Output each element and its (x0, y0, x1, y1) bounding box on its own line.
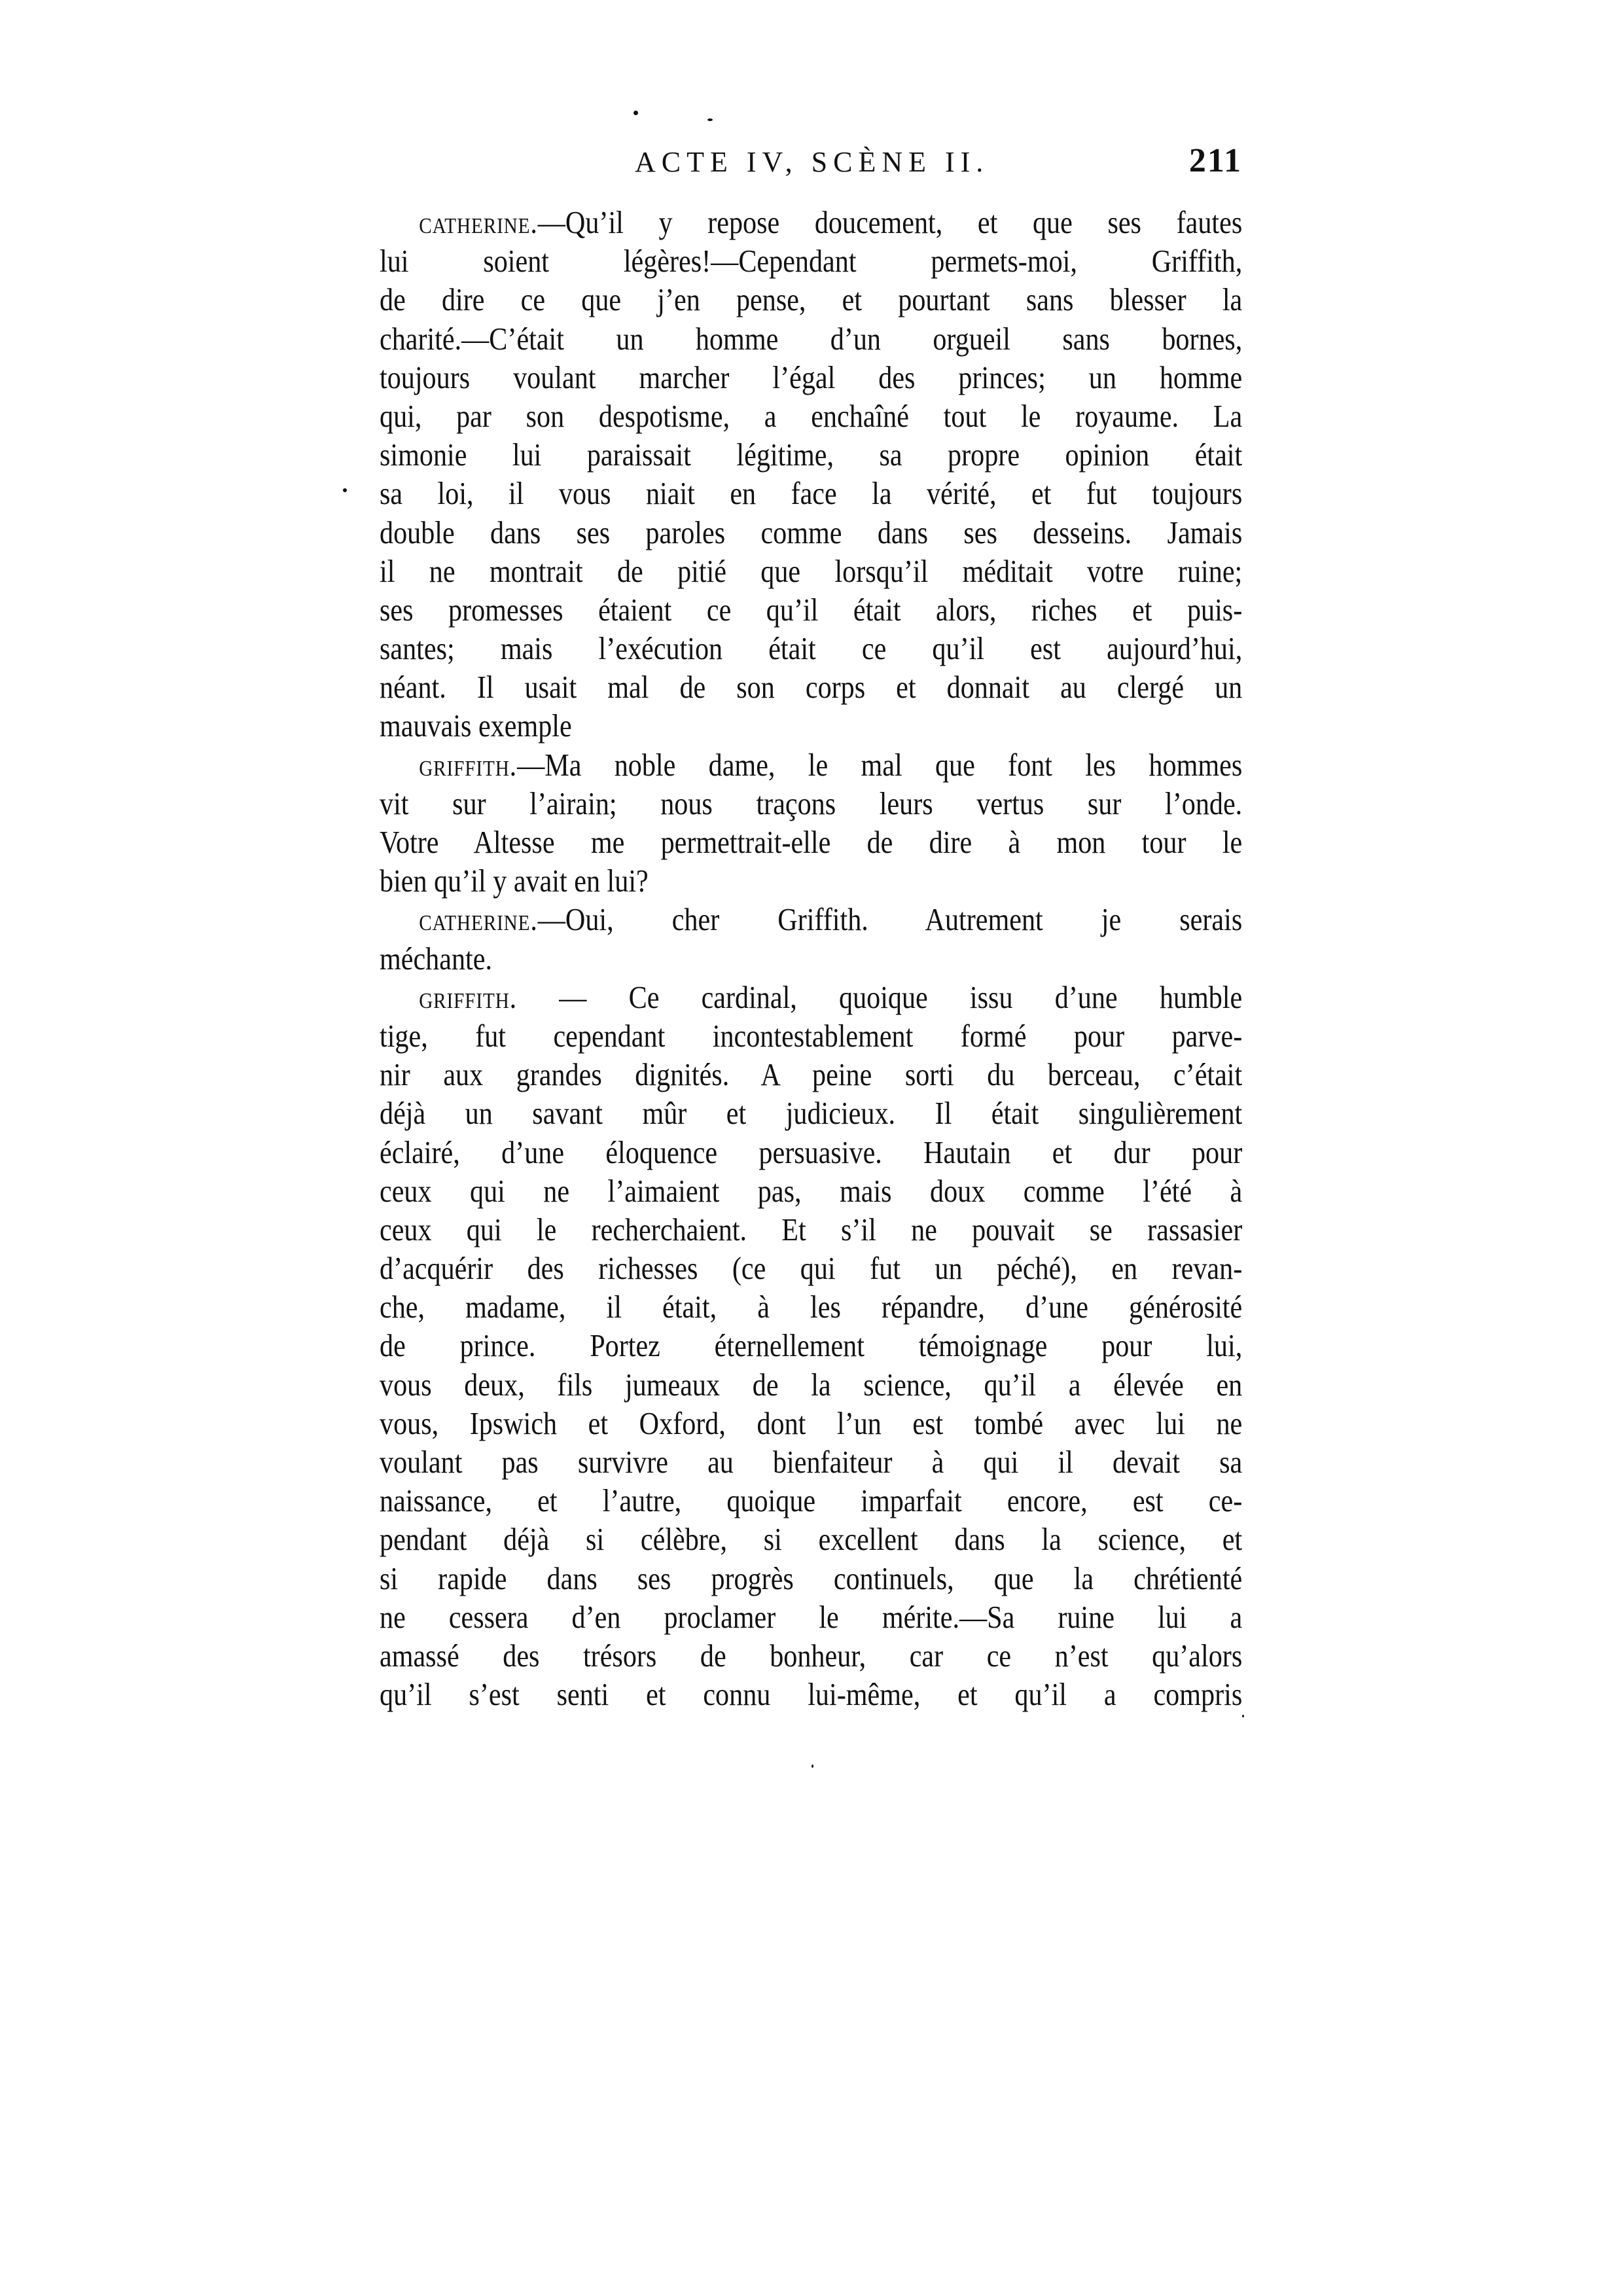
text-line: ceux qui ne l’aimaient pas, mais doux comme l’été à (380, 1172, 1243, 1209)
text-line: il ne montrait de pitié que lorsqu’il méditait votre ruine; (380, 552, 1243, 589)
line-text: —Oui, cher Griffith. Autrement je serais (537, 901, 1243, 938)
page-number: 211 (1188, 142, 1242, 179)
running-head (380, 143, 1242, 188)
text-line: d’acquérir des richesses (ce qui fut un péché), en revan- (380, 1250, 1243, 1287)
text-line: éclairé, d’une éloquence persuasive. Hautain et dur pour (380, 1134, 1243, 1170)
text-line: ne cessera d’en proclamer le mérite.—Sa ruine lui a (380, 1598, 1243, 1635)
stray-mark (812, 1765, 813, 1768)
text-line: pendant déjà si célèbre, si excellent dans la science, et (380, 1521, 1243, 1558)
text-line: néant. Il usait mal de son corps et donnait au clergé un (380, 669, 1243, 706)
text-line: tige, fut cependant incontestablement formé pour parve- (380, 1017, 1243, 1054)
text-line: lui soient légères!—Cependant permets-moi, Griffith, (380, 243, 1243, 279)
text-line: nir aux grandes dignités. A peine sorti du berceau, c’était (380, 1056, 1243, 1093)
speech-griffith (380, 745, 1242, 901)
text-line: vit sur l’airain; nous traçons leurs vertus sur l’onde. (380, 785, 1243, 821)
text-line: Votre Altesse me permettrait-elle de dire à mon tour le (380, 824, 1243, 860)
text-line: double dans ses paroles comme dans ses desseins. Jamais (380, 514, 1243, 550)
text-line: vous, Ipswich et Oxford, dont l’un est tombé avec lui ne (380, 1405, 1243, 1441)
line-text: —Ma noble dame, le mal que font les hommes (517, 746, 1243, 783)
text-line: ceux qui le recherchaient. Et s’il ne pouvait se rassasier (380, 1211, 1243, 1247)
speaker-name: catherine. (419, 204, 538, 240)
text-line: naissance, et l’autre, quoique imparfait encore, est ce- (380, 1482, 1243, 1519)
text-line (380, 745, 1242, 784)
text-line: si rapide dans ses progrès continuels, que la chrétienté (380, 1560, 1243, 1596)
text-line: qui, par son despotisme, a enchaîné tout le royaume. La (380, 397, 1243, 434)
line-text: — Ce cardinal, quoique issu d’une humble (517, 978, 1243, 1015)
stray-mark (1242, 1715, 1244, 1717)
text-line: simonie lui paraissait légitime, sa propre opinion était (380, 437, 1243, 473)
running-head-title: ACTE IV, SCÈNE II. (635, 146, 990, 178)
speaker-name: griffith. (419, 746, 518, 783)
text-line: toujours voulant marcher l’égal des princes; un homme (380, 359, 1243, 395)
margin-mark (343, 488, 347, 492)
body-text (380, 203, 1242, 1713)
speech-catherine (380, 900, 1242, 977)
text-line: che, madame, il était, à les répandre, d’une générosité (380, 1289, 1243, 1325)
stray-mark (633, 111, 638, 115)
speaker-name: catherine. (419, 901, 538, 938)
text-line (380, 203, 1242, 242)
text-line: de prince. Portez éternellement témoignage pour lui, (380, 1327, 1243, 1364)
text-line: qu’il s’est senti et connu lui-même, et qu’il a compris (380, 1676, 1243, 1713)
text-line: vous deux, fils jumeaux de la science, qu’il a élevée en (380, 1366, 1243, 1403)
text-line: sa loi, il vous niait en face la vérité, et fut toujours (380, 475, 1243, 512)
text-line: amassé des trésors de bonheur, car ce n’est qu’alors (380, 1637, 1243, 1674)
text-line: méchante. (380, 940, 492, 977)
text-line: charité.—C’était un homme d’un orgueil sans bornes, (380, 320, 1243, 357)
speaker-name: griffith. (419, 978, 518, 1015)
text-line: mauvais exemple (380, 708, 572, 744)
text-line: voulant pas survivre au bienfaiteur à qui il devait sa (380, 1444, 1243, 1480)
speech-catherine (380, 203, 1242, 745)
text-line: santes; mais l’exécution était ce qu’il est aujourd’hui, (380, 630, 1243, 667)
text-line: ses promesses étaient ce qu’il était alors, riches et puis- (380, 591, 1243, 628)
line-text: —Qu’il y repose doucement, et que ses fautes (537, 204, 1243, 240)
text-line: déjà un savant mûr et judicieux. Il était singulièrement (380, 1095, 1243, 1132)
text-line: de dire ce que j’en pense, et pourtant sans blesser la (380, 281, 1243, 318)
text-line (380, 978, 1242, 1016)
text-line (380, 900, 1242, 939)
text-line: bien qu’il y avait en lui? (380, 863, 649, 899)
stray-mark (707, 118, 713, 121)
speech-griffith (380, 978, 1242, 1714)
